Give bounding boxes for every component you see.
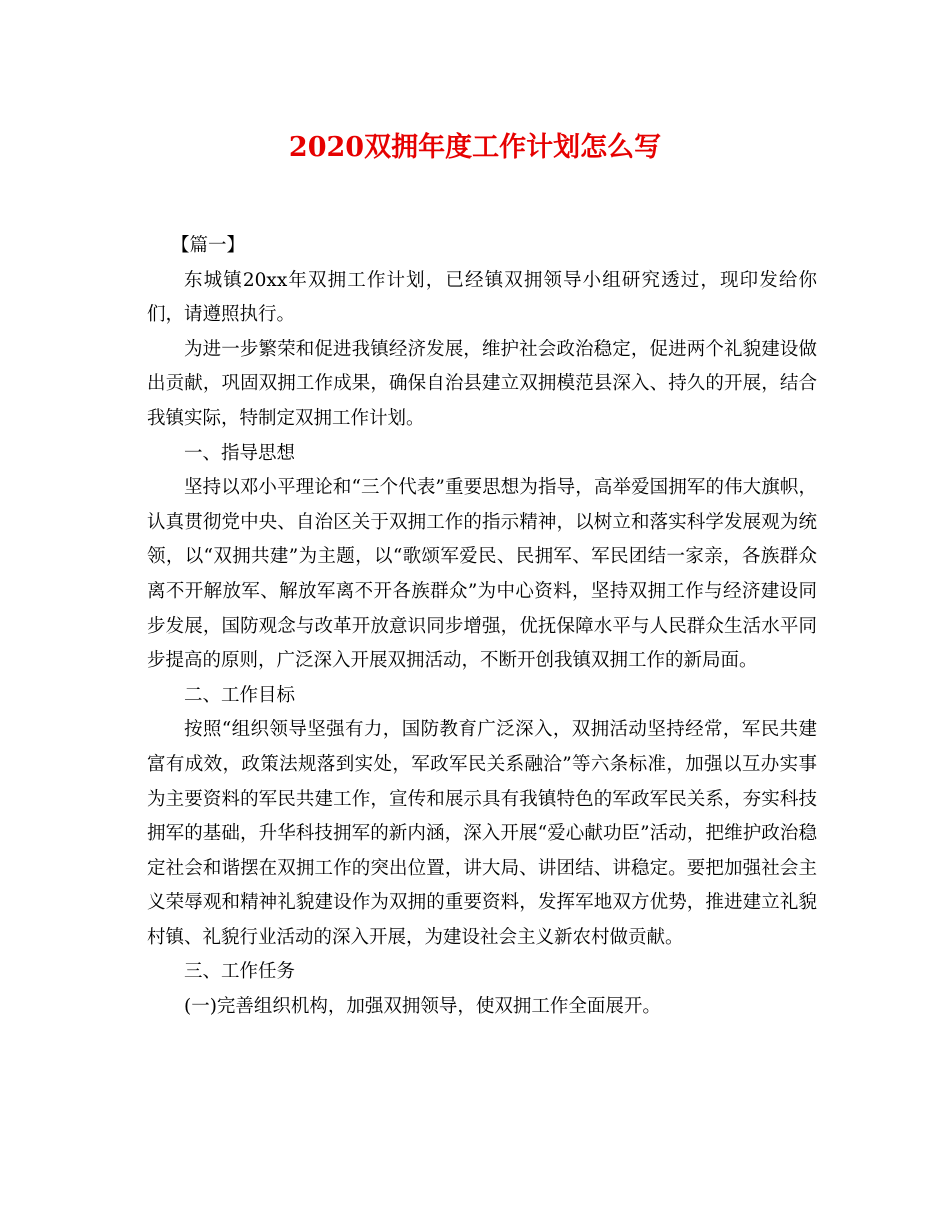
paragraph-task-one: (一)完善组织机构，加强双拥领导，使双拥工作全面展开。 [184, 996, 661, 1018]
paragraph-intro: 东城镇20xx年双拥工作计划，已经镇双拥领导小组研究透过，现印发给你们，请遵照执行。 [147, 269, 817, 326]
paragraph-guiding-ideology: 坚持以邓小平理论和“三个代表”重要思想为指导，高举爱国拥军的伟大旗帜，认真贯彻党中央、自治区关于双拥工作的指示精神，以树立和落实科学发展观为统领，以“双拥共建”为主题，以“歌颂军爱民、民拥军、军民团结一家亲，各族群众离不开解放军、解放军离不开各族群众”为中心资料，坚持双拥工作与经济建设同步发展，国防观念与改革开放意识同步增强，优抚保障水平与人民群众生活水平同步提高的原则，广泛深入开展双拥活动，不断开创我镇双拥工作的新局面。 [147, 477, 817, 672]
document-body [147, 229, 817, 1025]
document-title: 2020双拥年度工作计划怎么写 [288, 132, 662, 163]
heading-guiding-ideology: 一、指导思想 [184, 442, 296, 464]
section-tag: 【篇一】 [171, 235, 246, 256]
heading-work-tasks: 三、工作任务 [184, 961, 296, 983]
paragraph-purpose: 为进一步繁荣和促进我镇经济发展，维护社会政治稳定，促进两个礼貌建设做出贡献，巩固双拥工作成果，确保自治县建立双拥模范县深入、持久的开展，结合我镇实际，特制定双拥工作计划。 [147, 338, 817, 429]
paragraph-work-goals: 按照“组织领导坚强有力，国防教育广泛深入，双拥活动坚持经常，军民共建富有成效，政策法规落到实处，军政军民关系融洽”等六条标准，加强以互办实事为主要资料的军民共建工作，宣传和展示具有我镇特色的军政军民关系，夯实科技拥军的基础，升华科技拥军的新内涵，深入开展“爱心献功臣”活动，把维护政治稳定社会和谐摆在双拥工作的突出位置，讲大局、讲团结、讲稳定。要把加强社会主义荣辱观和精神礼貌建设作为双拥的重要资料，发挥军地双方优势，推进建立礼貌村镇、礼貌行业活动的深入开展，为建设社会主义新农村做贡献。 [147, 719, 817, 948]
heading-work-goals: 二、工作目标 [184, 684, 296, 706]
